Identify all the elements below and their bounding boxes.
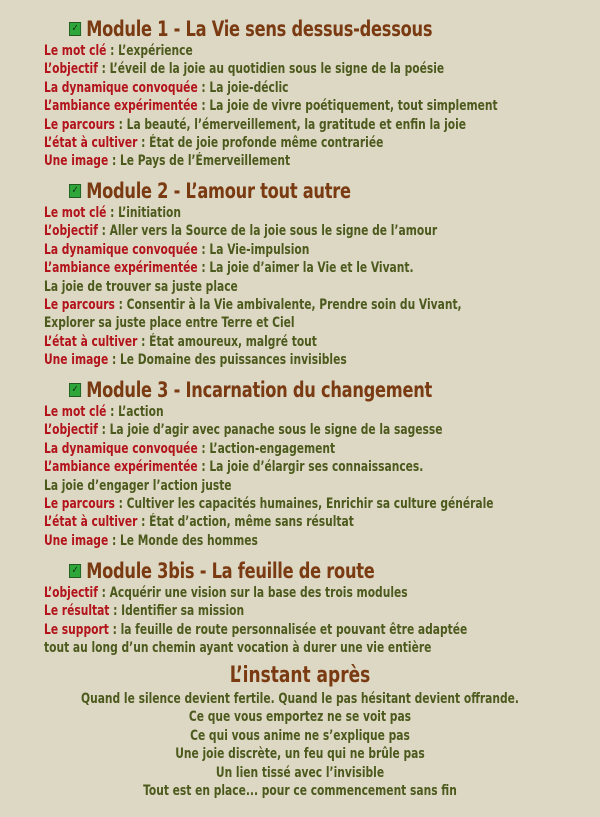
line-value: État d’action, même sans résultat — [149, 514, 354, 531]
line-value: Identifier sa mission — [121, 603, 245, 620]
line-value: La joie de trouver sa juste place — [44, 278, 238, 295]
module-line — [44, 296, 585, 314]
line-value: La joie d’agir avec panache sous le signe de la sagesse — [109, 422, 443, 439]
module-line — [44, 134, 585, 152]
line-separator: : — [197, 459, 210, 476]
module-line — [44, 79, 585, 97]
module-line — [44, 495, 585, 513]
line-label: L’objectif — [44, 585, 98, 601]
line-value: Le Monde des hommes — [119, 532, 258, 549]
module-title: Module 2 - L’amour tout autre — [86, 179, 351, 203]
line-value: La joie d’engager l’action juste — [44, 477, 232, 494]
line-separator: : — [97, 61, 110, 78]
line-label: Le mot clé — [44, 43, 107, 59]
line-label: Le mot clé — [44, 205, 107, 221]
line-value: Explorer sa juste place entre Terre et Ciel — [44, 315, 295, 332]
module-line — [44, 458, 585, 476]
module-line — [44, 241, 585, 259]
checkbox-checked-icon: ✓ — [69, 184, 81, 198]
line-value: la feuille de route personnalisée et pouvant être adaptée — [120, 621, 468, 638]
module-line — [44, 639, 585, 657]
line-label: L’état à cultiver — [44, 134, 138, 151]
poem-line: Quand le silence devient fertile. Quand le pas hésitant devient offrande. — [81, 691, 519, 707]
line-separator: : — [114, 495, 127, 512]
module-heading — [69, 377, 521, 403]
line-value: L’action — [118, 404, 164, 420]
line-separator: : — [106, 205, 119, 221]
module-3 — [44, 377, 594, 550]
line-separator: : — [106, 404, 119, 420]
line-separator: : — [137, 134, 150, 151]
line-separator: : — [197, 79, 210, 96]
line-separator: : — [197, 241, 210, 258]
module-heading — [69, 178, 521, 204]
module-line — [44, 513, 585, 531]
line-label: L’objectif — [44, 61, 98, 78]
line-value: État de joie profonde même contrariée — [149, 134, 384, 151]
line-label: L’objectif — [44, 223, 98, 240]
module-3bis — [44, 558, 594, 658]
module-line — [44, 314, 585, 332]
line-value: La Vie-impulsion — [209, 241, 310, 258]
line-value: L’expérience — [118, 43, 193, 59]
module-line — [44, 97, 585, 115]
line-label: Le mot clé — [44, 404, 107, 420]
line-label: Le parcours — [44, 296, 115, 313]
module-line — [44, 584, 585, 602]
line-value: La beauté, l’émerveillement, la gratitude et enfin la joie — [126, 116, 467, 133]
poem-line: Tout est en place... pour ce commencement sans fin — [143, 782, 457, 799]
poem-line: Ce que vous emportez ne se voit pas — [188, 709, 412, 726]
module-heading — [69, 558, 521, 584]
line-separator: : — [197, 98, 210, 115]
module-line — [44, 333, 585, 351]
line-separator: : — [109, 603, 122, 620]
line-label: La dynamique convoquée — [44, 79, 198, 96]
poem-line: Ce qui vous anime ne s’explique pas — [190, 727, 410, 744]
line-label: La dynamique convoquée — [44, 440, 198, 457]
line-label: L’ambiance expérimentée — [44, 459, 198, 476]
module-line — [44, 621, 585, 639]
line-label: Le parcours — [44, 495, 115, 512]
line-separator: : — [197, 260, 210, 277]
line-label: L’objectif — [44, 422, 98, 439]
line-value: Aller vers la Source de la joie sous le signe de l’amour — [109, 223, 438, 240]
line-label: Le parcours — [44, 116, 115, 133]
module-line — [44, 403, 585, 421]
line-separator: : — [108, 352, 120, 369]
module-line — [44, 60, 585, 78]
module-title: Module 3bis - La feuille de route — [86, 559, 375, 583]
line-label: Une image — [44, 352, 109, 369]
module-line — [44, 278, 585, 296]
module-line — [44, 351, 585, 369]
module-line — [44, 602, 585, 620]
poem-line: Un lien tissé avec l’invisible — [215, 764, 385, 781]
line-value: La joie de vivre poétiquement, tout simplement — [209, 98, 498, 115]
line-separator: : — [97, 585, 110, 601]
line-label: Le support — [44, 621, 109, 638]
line-value: L’éveil de la joie au quotidien sous le signe de la poésie — [109, 61, 445, 78]
section-title: L’instant après — [229, 663, 371, 688]
line-separator: : — [108, 153, 120, 170]
line-separator: : — [137, 333, 150, 350]
line-value: Le Domaine des puissances invisibles — [119, 352, 347, 369]
line-label: Une image — [44, 532, 109, 549]
module-line — [44, 477, 585, 495]
module-line — [44, 222, 585, 240]
line-label: L’ambiance expérimentée — [44, 260, 198, 277]
line-separator: : — [106, 43, 119, 59]
line-separator: : — [114, 116, 127, 133]
checkbox-checked-icon: ✓ — [69, 564, 81, 578]
checkbox-checked-icon: ✓ — [69, 383, 81, 397]
module-title: Module 3 - Incarnation du changement — [86, 378, 433, 402]
module-heading — [69, 16, 521, 42]
line-value: La joie-déclic — [209, 79, 289, 96]
module-line — [44, 259, 585, 277]
line-separator: : — [137, 514, 150, 531]
line-label: Une image — [44, 153, 109, 170]
module-title: Module 1 - La Vie sens dessus-dessous — [86, 17, 433, 41]
instant-apres-section — [0, 662, 600, 800]
line-value: Cultiver les capacités humaines, Enrichir sa culture générale — [126, 495, 494, 512]
line-label: L’état à cultiver — [44, 514, 138, 531]
poem-line: Une joie discrète, un feu qui ne brûle pas — [175, 746, 425, 763]
line-separator: : — [108, 621, 121, 638]
line-label: Le résultat — [44, 603, 110, 620]
line-separator: : — [197, 440, 210, 457]
module-2 — [44, 178, 594, 370]
line-label: L’état à cultiver — [44, 333, 138, 350]
line-separator: : — [97, 422, 110, 439]
module-1 — [44, 16, 594, 171]
module-line — [44, 421, 585, 439]
line-value: Consentir à la Vie ambivalente, Prendre soin du Vivant, — [126, 296, 462, 313]
line-value: Le Pays de l’Émerveillement — [119, 153, 291, 170]
line-label: La dynamique convoquée — [44, 241, 198, 258]
module-line — [44, 532, 585, 550]
line-label: L’ambiance expérimentée — [44, 98, 198, 115]
line-value: L’action-engagement — [209, 440, 336, 457]
line-value: Acquérir une vision sur la base des trois modules — [109, 585, 408, 601]
module-line — [44, 42, 585, 60]
module-line — [44, 440, 585, 458]
line-value: tout au long d’un chemin ayant vocation à durer une vie entière — [44, 640, 432, 657]
line-value: La joie d’élargir ses connaissances. — [209, 459, 424, 476]
line-value: État amoureux, malgré tout — [149, 333, 317, 350]
line-value: L’initiation — [118, 205, 181, 221]
module-line — [44, 152, 585, 170]
line-separator: : — [97, 223, 110, 240]
line-value: La joie d’aimer la Vie et le Vivant. — [209, 260, 414, 277]
checkbox-checked-icon: ✓ — [69, 22, 81, 36]
line-separator: : — [108, 532, 120, 549]
module-line — [44, 204, 585, 222]
module-line — [44, 116, 585, 134]
line-separator: : — [114, 296, 127, 313]
